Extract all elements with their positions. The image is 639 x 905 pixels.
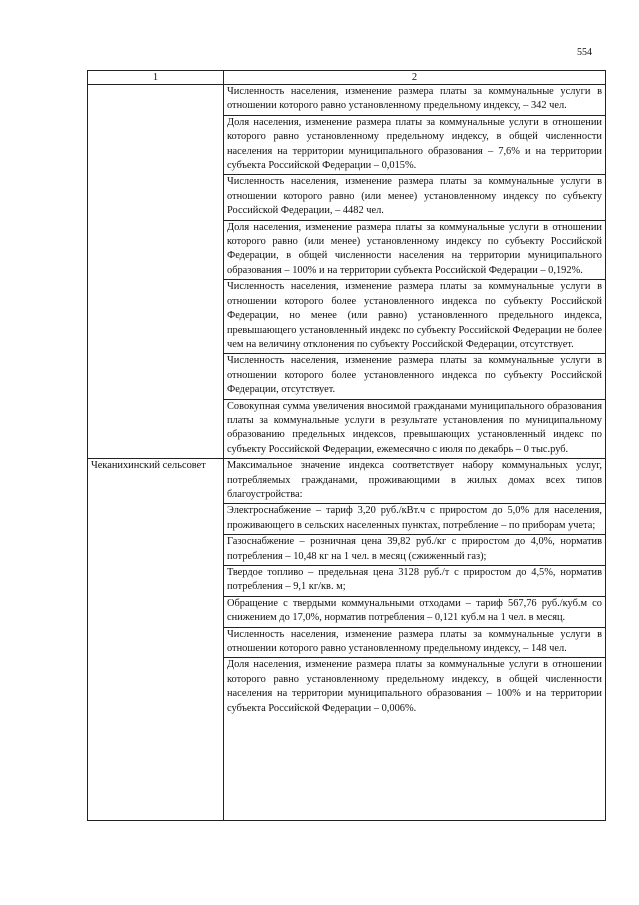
paragraph: Обращение с твердыми коммунальными отходами – тариф 567,76 руб./куб.м со снижением до 17,0%, норматив потребления – 0,121 куб.м на 1 чел. в месяц.	[224, 597, 605, 628]
table-row	[88, 459, 606, 821]
paragraph: Численность населения, изменение размера платы за коммунальные услуги в отношении которого равно установленному предельному индексу, – 148 чел.	[224, 628, 605, 659]
table-header-row	[88, 71, 606, 85]
description-cell	[224, 85, 606, 459]
table-row	[88, 85, 606, 459]
paragraph: Максимальное значение индекса соответствует набору коммунальных услуг, потребляемых гражданами, проживающими в жилых домах всех типов благоустройства:	[224, 459, 605, 504]
page-number: 554	[577, 47, 592, 58]
column-header-1: 1	[88, 71, 224, 85]
region-name: Чеканихинский сельсовет	[91, 460, 206, 472]
paragraph: Доля населения, изменение размера платы за коммунальные услуги в отношении которого равно (или менее) установленному индексу по субъекту Российской Федерации, в общей численности населения на территории муниципального образования – 100% и на территории субъекта Российской Федерации – 0,192%.	[224, 221, 605, 281]
paragraph: Численность населения, изменение размера платы за коммунальные услуги в отношении которого более установленного индекса по субъекту Российской Федерации, отсутствует.	[224, 354, 605, 399]
paragraph: Совокупная сумма увеличения вносимой гражданами муниципального образования платы за коммунальные услуги в результате установления по муниципальному образованию предельных индексов, превышающих установленный индекс по субъекту Российской Федерации, ежемесячно с июля по декабрь – 0 тыс.руб.	[227, 400, 602, 455]
region-cell	[88, 85, 224, 459]
paragraph: Численность населения, изменение размера платы за коммунальные услуги в отношении которого равно установленному предельному индексу, – 342 чел.	[224, 85, 605, 116]
paragraph: Доля населения, изменение размера платы за коммунальные услуги в отношении которого равно установленному предельному индексу, в общей численности населения на территории муниципального образования – 7,6% и на территории субъекта Российской Федерации – 0,015%.	[224, 116, 605, 176]
paragraph: Твердое топливо – предельная цена 3128 руб./т с приростом до 4,5%, норматив потребления – 9,1 кг/кв. м;	[224, 566, 605, 597]
paragraph: Численность населения, изменение размера платы за коммунальные услуги в отношении которого более установленного индекса по субъекту Российской Федерации, но менее (или равно) установленного предельного индекса, превышающего установленный индекс по субъекту Российской Федерации не более чем на величину отклонения по субъекту Российской Федерации, отсутствует.	[224, 280, 605, 354]
paragraph: Газоснабжение – розничная цена 39,82 руб./кг с приростом до 4,0%, норматив потребления – 10,48 кг на 1 чел. в месяц (сжиженный газ);	[224, 535, 605, 566]
column-header-2: 2	[224, 71, 606, 85]
index-table	[87, 70, 606, 821]
paragraph: Электроснабжение – тариф 3,20 руб./кВт.ч с приростом до 5,0% для населения, проживающего в сельских населенных пунктах, потребление – по приборам учета;	[224, 504, 605, 535]
paragraph: Доля населения, изменение размера платы за коммунальные услуги в отношении которого равно установленному предельному индексу, в общей численности населения на территории муниципального образования – 100% и на территории субъекта Российской Федерации – 0,006%.	[227, 659, 602, 714]
description-cell	[224, 459, 606, 821]
paragraph: Численность населения, изменение размера платы за коммунальные услуги в отношении которого равно (или менее) установленному индексу по субъекту Российской Федерации, – 4482 чел.	[224, 175, 605, 220]
region-cell	[88, 459, 224, 821]
